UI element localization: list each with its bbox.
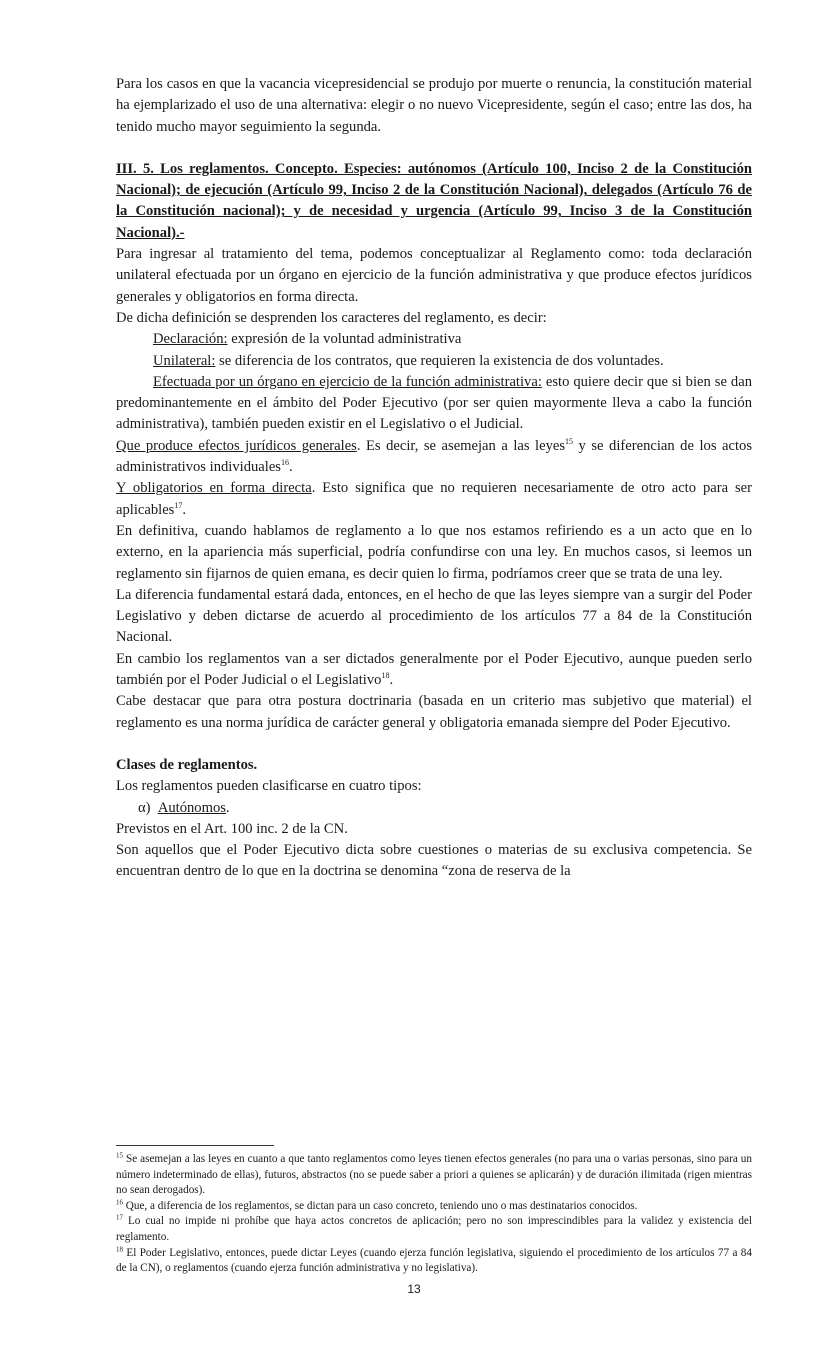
caracter-unilateral: Unilateral: se diferencia de los contratos, que requieren la existencia de dos voluntades. [153, 352, 664, 369]
paragraph-concepto: Para ingresar al tratamiento del tema, podemos conceptualizar al Reglamento como: toda declaración unilateral efectuada por un órgano en ejercicio de la función administrativa y que produce efectos jurídicos generales y obligatorios en forma directa. [116, 246, 752, 305]
paragraph-postura: Cabe destacar que para otra postura doctrinaria (basada en un criterio mas subjetivo que material) el reglamento es una norma jurídica de carácter general y obligatoria emanada siempre del Poder Ejecutivo. [116, 693, 752, 731]
term-obligatorios: Y obligatorios en forma directa [116, 480, 312, 497]
paragraph-son-aquellos: Son aquellos que el Poder Ejecutivo dicta sobre cuestiones o materias de su exclusiva competencia. Se encuentran dentro de lo que en la doctrina se denomina “zona de reserva de la [116, 842, 752, 880]
section-heading: III. 5. Los reglamentos. Concepto. Especies: autónomos (Artículo 100, Inciso 2 de la Constitución Nacional); de ejecución (Artículo 99, Inciso 2 de la Constitución Nacional), delegados (Artículo 76 de la Constitución nacional); y de necesidad y urgencia (Artículo 99, Inciso 3 de la Constitución Nacional).- [116, 160, 752, 241]
footnote-ref-18[interactable]: 18 [381, 671, 390, 681]
footnote-divider [116, 1145, 274, 1146]
paragraph-previstos: Previstos en el Art. 100 inc. 2 de la CN. [116, 820, 348, 837]
footnotes [116, 1145, 752, 1277]
term-unilateral: Unilateral: [153, 352, 216, 369]
term-efectuada: Efectuada por un órgano en ejercicio de la función administrativa: [153, 373, 542, 390]
footnote-17: $^{17}$ Lo cual no impide ni prohíbe que haya actos concretos de aplicación; pero no son imprescindibles para la validez y existencia del reglamento. [116, 1213, 752, 1243]
footnote-18: $^{18}$ El Poder Legislativo, entonces, puede dictar Leyes (cuando ejerza función legislativa, siguiendo el procedimiento de los artículos 77 a 84 de la CN), o reglamentos (cuando ejerza función administrativa y no legislativa). [116, 1244, 752, 1275]
footnote-16: $^{16}$ Que, a diferencia de los reglamentos, se dictan para un caso concreto, teniendo uno o mas destinatarios conocidos. [116, 1198, 638, 1212]
list-marker: α) [138, 799, 151, 816]
paragraph-definitiva: En definitiva, cuando hablamos de reglamento a lo que nos estamos refiriendo es a un acto que en lo externo, en la apariencia más superficial, podría confundirse con una ley. En muchos casos, si leemos un reglamento sin fijarnos de quien emana, es decir quien lo firma, podríamos creer que se trata de una ley. [116, 522, 752, 582]
caracter-efectuada: Efectuada por un órgano en ejercicio de la función administrativa: esto quiere decir que si bien se dan predominantemente en el ámbito del Poder Ejecutivo (por ser quien mayormente lleva a cabo la función administrativa), también pueden existir en el Legislativo o el Judicial. [116, 373, 752, 433]
term-autonomos: Autónomos [157, 799, 226, 816]
footnote-ref-15[interactable]: 15 [565, 436, 574, 446]
footnote-15: $^{15}$ Se asemejan a las leyes en cuanto a que tanto reglamentos como leyes tienen efectos generales (no para una o varias personas, sino para un número indeterminado de ellas), futuros, abstractos (no se puede saber a priori a quienes se aplicarán) y de duración ilimitada (rigen mientras no sean derogados). [116, 1151, 752, 1197]
paragraph-en-cambio: En cambio los reglamentos van a ser dictados generalmente por el Poder Ejecutivo, aunque pueden serlo también por el Poder Judicial o el Legislativo$^{18}$. [116, 650, 752, 689]
list-item-autonomos: α) Autónomos. [138, 799, 230, 816]
paragraph-diferencia: La diferencia fundamental estará dada, entonces, en el hecho de que las leyes siempre van a surgir del Poder Legislativo y deben dictarse de acuerdo al procedimiento de los artículos 77 a 84 de la Constitución Nacional. [116, 586, 752, 646]
page-number: 13 [407, 1282, 421, 1296]
caracter-obligatorios: Y obligatorios en forma directa. Esto significa que no requieren necesariamente de otro acto para ser aplicables$^{17}$. [116, 480, 752, 518]
caracter-declaracion: Declaración: expresión de la voluntad administrativa [153, 331, 462, 348]
paragraph-clasificacion: Los reglamentos pueden clasificarse en cuatro tipos: [116, 778, 422, 795]
footnote-ref-17[interactable]: 17 [174, 500, 183, 510]
paragraph-caracteres-intro: De dicha definición se desprenden los caracteres del reglamento, es decir: [116, 309, 547, 326]
clases-heading: Clases de reglamentos. [116, 756, 258, 773]
paragraph-vacancia: Para los casos en que la vacancia vicepresidencial se produjo por muerte o renuncia, la constitución material ha ejemplarizado el uso de una alternativa: elegir o no nuevo Vicepresidente, según el caso; entre las dos, ha tenido mucho mayor seguimiento la segunda. [116, 76, 752, 135]
page-body [116, 74, 752, 883]
footnote-ref-16[interactable]: 16 [280, 458, 289, 468]
term-declaracion: Declaración: [153, 331, 228, 348]
term-efectos-generales: Que produce efectos jurídicos generales [116, 437, 357, 454]
caracter-efectos-generales: Que produce efectos jurídicos generales. Es decir, se asemejan a las leyes$^{15}$ y se diferencian de los actos administrativos individuales$^{16}$. [116, 436, 752, 476]
